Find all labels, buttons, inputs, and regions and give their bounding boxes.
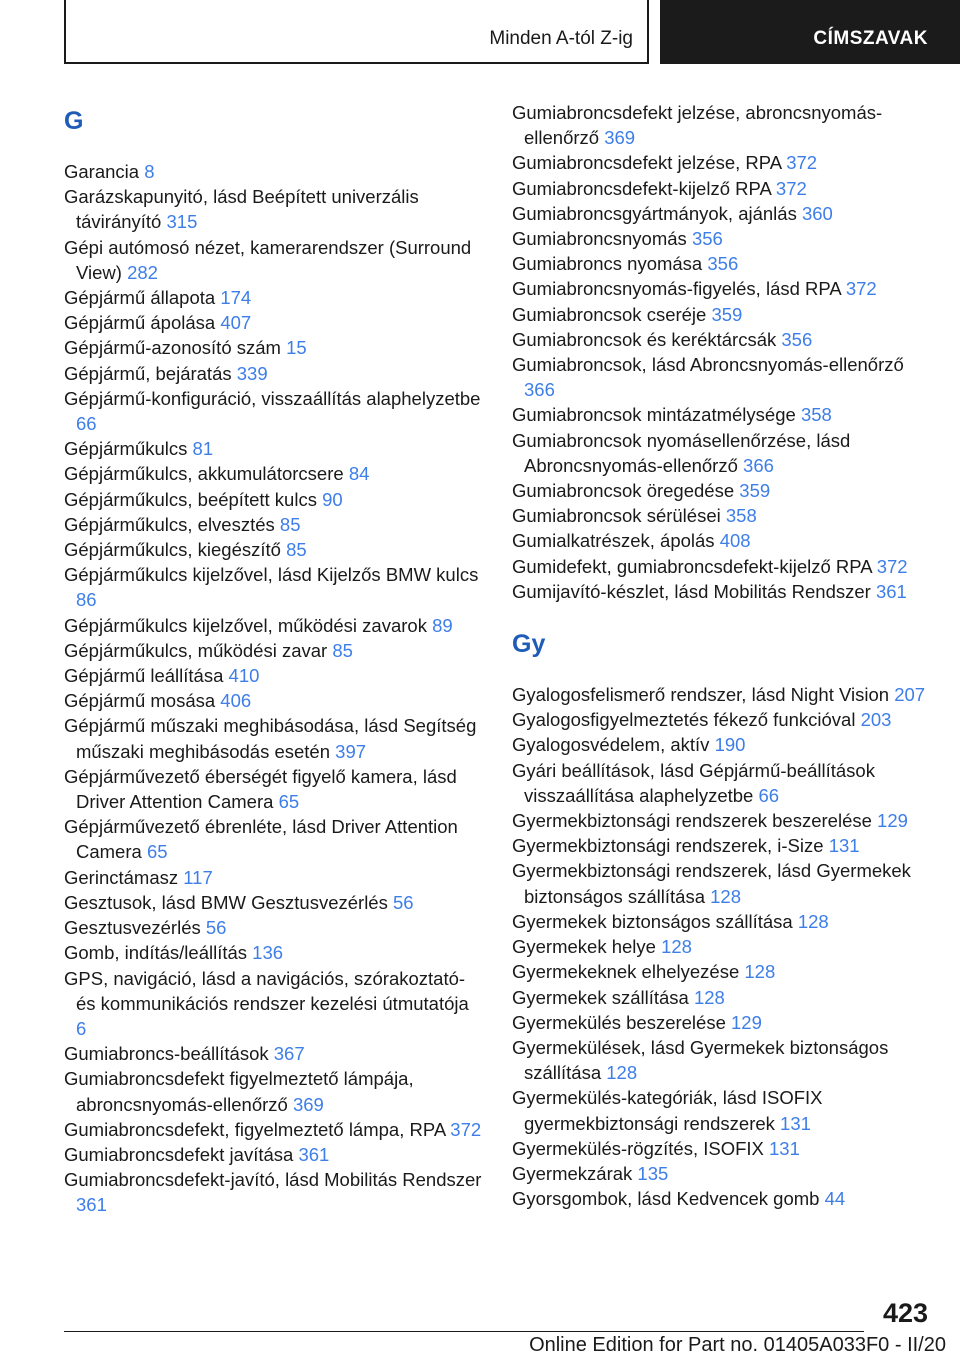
index-entry — [512, 100, 932, 150]
index-entry-text: Gépi autómosó nézet, kamerarendszer (Surround View) — [64, 236, 472, 283]
index-entry-text: Gépjárműkulcs, akkumulátorcsere — [64, 463, 344, 485]
index-entry-text: Gépjármű-konfiguráció, visszaállítás alaphelyzetbe — [64, 387, 481, 409]
index-page-link[interactable]: 131 — [828, 835, 860, 857]
index-entry — [64, 461, 484, 486]
index-entry — [512, 858, 932, 908]
index-entry — [512, 682, 932, 707]
index-entry — [64, 1142, 484, 1167]
index-entry-text: Gépjármű leállítása — [64, 665, 224, 687]
index-entry — [64, 562, 484, 612]
index-entry — [512, 833, 932, 858]
index-page-link[interactable]: 6 — [76, 1017, 87, 1039]
index-entry-text: Gumiabroncsnyomás — [512, 228, 687, 250]
index-entry — [64, 487, 484, 512]
index-entry-text: Gumiabroncsok sérülései — [512, 505, 721, 527]
index-page-link[interactable]: 66 — [758, 784, 780, 806]
index-entry-text: Gépjármű állapota — [64, 287, 216, 309]
index-page-link[interactable]: 129 — [731, 1011, 762, 1033]
index-column-left — [64, 100, 484, 1218]
index-entry-text: GPS, navigáció, lásd a navigációs, szórakoztató- és kommunikációs rendszer kezelési útmutatója — [64, 967, 469, 1014]
index-page-link[interactable]: 131 — [769, 1137, 800, 1159]
index-entry — [64, 1066, 484, 1116]
index-entry — [512, 934, 932, 959]
index-entry-text: Gyermekek szállítása — [512, 986, 689, 1008]
index-page-link[interactable]: 397 — [335, 740, 367, 762]
index-entry-text: Gépjármű műszaki meghibásodása, lásd Segítség műszaki meghibásodás esetén — [64, 715, 477, 762]
index-page-link[interactable]: 360 — [801, 202, 833, 224]
index-page-link[interactable]: 85 — [332, 639, 353, 661]
index-page-link[interactable]: 369 — [292, 1093, 324, 1115]
index-entry-text: Gépjármű, bejáratás — [64, 362, 232, 384]
index-entry — [512, 959, 932, 984]
index-page-link[interactable]: 81 — [192, 438, 214, 460]
index-page-link[interactable]: 372 — [876, 555, 908, 577]
index-page-link[interactable]: 361 — [875, 580, 907, 602]
index-page-link[interactable]: 358 — [800, 404, 832, 426]
index-page-link[interactable]: 207 — [894, 684, 926, 706]
index-entry — [64, 1117, 484, 1142]
index-entry-text: Gumiabroncsgyártmányok, ajánlás — [512, 202, 797, 224]
index-page-link[interactable]: 356 — [691, 228, 723, 250]
index-entry — [64, 386, 484, 436]
index-entry — [512, 201, 932, 226]
header-chapter-title: CÍMSZAVAK — [813, 28, 928, 49]
index-page-link[interactable]: 361 — [76, 1194, 107, 1216]
index-entry-text: Gyorsgombok, lásd Kedvencek gomb — [512, 1188, 820, 1210]
index-entry-text: Gépjármű mosása — [64, 690, 216, 712]
index-page-link[interactable]: 8 — [144, 161, 155, 182]
index-entry-text: Gyermekülés-rögzítés, ISOFIX — [512, 1137, 764, 1159]
index-entry — [64, 814, 484, 864]
index-entry — [512, 150, 932, 175]
index-entry — [512, 503, 932, 528]
index-entry-text: Gumiabroncsok és keréktárcsák — [512, 328, 777, 350]
index-entry — [512, 402, 932, 427]
index-page-link[interactable]: 372 — [845, 278, 877, 300]
index-page-link[interactable]: 117 — [183, 866, 213, 888]
index-entry — [512, 909, 932, 934]
index-page-link[interactable]: 128 — [661, 936, 692, 958]
index-entry-text: Gyermekek biztonságos szállítása — [512, 910, 793, 932]
index-entry — [64, 638, 484, 663]
index-entry-text: Gumiabroncsdefekt figyelmeztető lámpája, abroncsnyomás-ellenőrző — [64, 1068, 414, 1115]
index-entry-text: Gumiabroncsnyomás-figyelés, lásd RPA — [512, 278, 841, 300]
index-entry — [64, 713, 484, 763]
index-entry — [64, 436, 484, 461]
index-entry — [64, 688, 484, 713]
index-entry-text: Gyermekek helye — [512, 936, 656, 958]
index-page-link[interactable]: 128 — [606, 1062, 638, 1084]
index-page-link[interactable]: 282 — [127, 261, 158, 283]
index-page-link[interactable]: 136 — [252, 942, 284, 964]
index-page-link[interactable]: 359 — [711, 303, 743, 325]
index-page-link[interactable]: 128 — [744, 961, 776, 983]
index-entry — [512, 808, 932, 833]
index-entry — [64, 310, 484, 335]
index-page-link[interactable]: 407 — [220, 312, 252, 334]
index-entry — [64, 764, 484, 814]
index-entry — [512, 176, 932, 201]
index-entry — [512, 554, 932, 579]
index-entry-text: Gépjárműkulcs kijelzővel, lásd Kijelzős BMW kulcs — [64, 564, 479, 586]
index-entry-text: Gyári beállítások, lásd Gépjármű-beállítások visszaállítása alaphelyzetbe — [512, 759, 875, 806]
index-page-link[interactable]: 135 — [637, 1162, 669, 1184]
index-entry-text: Gépjárműkulcs — [64, 438, 188, 460]
index-entry-text: Gumiabroncsok cseréje — [512, 303, 707, 325]
index-entry — [512, 1186, 932, 1211]
index-entry — [512, 226, 932, 251]
index-page-link[interactable]: 361 — [298, 1143, 330, 1165]
index-entry — [64, 940, 484, 965]
index-entry — [512, 758, 932, 808]
index-entry — [512, 528, 932, 553]
index-entry — [512, 1136, 932, 1161]
index-page-link[interactable]: 339 — [236, 362, 268, 384]
index-entry-text: Gyermekbiztonsági rendszerek beszerelése — [512, 810, 872, 832]
index-column-right — [512, 100, 932, 1211]
header-chapter-box — [660, 0, 960, 64]
index-entry — [64, 1041, 484, 1066]
index-entry-text: Gumiabroncsdefekt jelzése, abroncsnyomás-ellenőrző — [512, 102, 883, 149]
index-page-link[interactable]: 86 — [76, 589, 97, 611]
index-entry — [512, 985, 932, 1010]
index-entry — [512, 1010, 932, 1035]
index-entry-text: Gyalogosvédelem, aktív — [512, 734, 710, 756]
footer-divider — [64, 1331, 864, 1332]
index-page-link[interactable]: 44 — [824, 1188, 846, 1210]
index-entry-text: Gyalogosfelismerő rendszer, lásd Night Vision — [512, 684, 890, 706]
index-entry-text: Gumiabroncsdefekt-javító, lásd Mobilitás Rendszer — [64, 1169, 482, 1191]
index-entry-text: Gumialkatrészek, ápolás — [512, 530, 715, 552]
index-entry-text: Gomb, indítás/leállítás — [64, 942, 248, 964]
footer-edition: Online Edition for Part no. 01405A033F0 - II/20 — [529, 1334, 946, 1356]
index-page-link[interactable]: 367 — [273, 1043, 305, 1065]
index-entry-text: Gyermekülések, lásd Gyermekek biztonságos szállítása — [512, 1036, 889, 1084]
index-entry-text: Gyermekülés-kategóriák, lásd ISOFIX gyermekbiztonsági rendszerek — [512, 1087, 823, 1134]
index-entry — [64, 512, 484, 537]
index-page-link[interactable]: 85 — [279, 513, 301, 535]
index-entry-text: Gumijavító-készlet, lásd Mobilitás Rendszer — [512, 580, 871, 602]
index-entry — [512, 276, 932, 301]
index-entry — [64, 663, 484, 688]
index-letter-heading: Gy — [512, 630, 546, 659]
index-page-link[interactable]: 15 — [286, 337, 307, 359]
header-section-title: Minden A-tól Z-ig — [489, 28, 633, 49]
header-section-box — [64, 0, 649, 64]
index-entry — [512, 732, 932, 757]
index-page-link[interactable]: 84 — [348, 463, 370, 485]
index-entry — [512, 707, 932, 732]
index-entry-text: Gumiabroncs-beállítások — [64, 1043, 269, 1065]
index-page-link[interactable]: 408 — [719, 530, 751, 552]
index-entry — [64, 159, 484, 184]
index-entry-text: Gyermekzárak — [512, 1162, 633, 1184]
index-entry-text: Gerinctámasz — [64, 866, 179, 888]
index-page-link[interactable]: 56 — [205, 917, 227, 939]
index-letter-heading: G — [64, 107, 84, 135]
index-page-link[interactable]: 356 — [781, 328, 813, 350]
index-entry — [512, 478, 932, 503]
index-entry — [64, 915, 484, 940]
index-entry-text: Gépjárműkulcs, beépített kulcs — [64, 488, 317, 510]
index-entry — [512, 1035, 932, 1085]
index-page-link[interactable]: 128 — [710, 885, 742, 907]
index-entry-text: Gépjárművezető éberségét figyelő kamera, lásd Driver Attention Camera — [64, 765, 457, 813]
index-entry — [64, 865, 484, 890]
index-page-link[interactable]: 131 — [780, 1112, 811, 1134]
index-entry-text: Gyermekülés beszerelése — [512, 1011, 726, 1033]
index-page-link[interactable]: 406 — [220, 690, 252, 712]
index-entry-text: Gyermekbiztonsági rendszerek, lásd Gyermekek biztonságos szállítása — [512, 860, 911, 907]
index-entry — [512, 579, 932, 604]
index-page-link[interactable]: 372 — [775, 177, 807, 199]
index-entry — [512, 327, 932, 352]
index-entry-text: Gumiabroncsok öregedése — [512, 480, 735, 502]
index-entry — [512, 251, 932, 276]
index-page-link[interactable]: 174 — [220, 287, 252, 309]
index-page-link[interactable]: 65 — [278, 791, 300, 813]
index-page-link[interactable]: 128 — [797, 910, 829, 932]
index-entry-text: Gumiabroncsdefekt, figyelmeztető lámpa, RPA — [64, 1118, 446, 1140]
index-entry-text: Gumiabroncsok, lásd Abroncsnyomás-ellenőrző — [512, 354, 904, 376]
index-entry-text: Gesztusvezérlés — [64, 917, 201, 939]
index-entry — [64, 361, 484, 386]
index-entry-text: Garázskapunyitó, lásd Beépített univerzális távirányító — [64, 186, 419, 233]
index-entry-text: Gumiabroncs nyomása — [512, 253, 703, 275]
index-entry-text: Gépjárműkulcs, kiegészítő — [64, 539, 281, 561]
index-entry — [64, 285, 484, 310]
index-entry — [64, 613, 484, 638]
index-page-link[interactable]: 89 — [432, 614, 453, 636]
index-page-link[interactable]: 366 — [524, 379, 555, 401]
index-entry-text: Gépjárműkulcs kijelzővel, működési zavarok — [64, 614, 427, 636]
index-entry — [64, 1167, 484, 1217]
index-entry-text: Gumiabroncsok mintázatmélysége — [512, 404, 796, 426]
index-entry — [64, 966, 484, 1042]
index-entry — [64, 184, 484, 234]
index-entry-text: Gesztusok, lásd BMW Gesztusvezérlés — [64, 891, 388, 913]
index-page-link[interactable]: 85 — [286, 539, 307, 561]
index-entry-text: Gumiabroncsdefekt jelzése, RPA — [512, 152, 782, 174]
index-page-link[interactable]: 65 — [146, 841, 168, 863]
index-page-link[interactable]: 358 — [725, 505, 757, 527]
index-page-link[interactable]: 372 — [786, 152, 818, 174]
index-entry-text: Gyermekeknek elhelyezése — [512, 961, 740, 983]
index-entry — [64, 235, 484, 285]
page-number: 423 — [882, 1298, 928, 1328]
index-entry — [512, 1161, 932, 1186]
index-entry-text: Garancia — [64, 161, 140, 182]
index-page-link[interactable]: 410 — [228, 665, 260, 687]
index-entry — [512, 302, 932, 327]
index-entry — [512, 1085, 932, 1135]
index-entry-text: Gumidefekt, gumiabroncsdefekt-kijelző RPA — [512, 555, 872, 577]
index-page-link[interactable]: 128 — [693, 986, 725, 1008]
index-page-link[interactable]: 56 — [393, 891, 414, 913]
index-entry-text: Gépjármű-azonosító szám — [64, 337, 281, 359]
index-entry — [64, 335, 484, 360]
index-entry-text: Gumiabroncsdefekt javítása — [64, 1143, 294, 1165]
index-entry-text: Gyalogosfigyelmeztetés fékező funkcióval — [512, 709, 856, 731]
index-page-link[interactable]: 369 — [604, 127, 636, 149]
index-page-link[interactable]: 129 — [877, 810, 908, 832]
index-entry — [64, 537, 484, 562]
index-page-link[interactable]: 203 — [860, 709, 892, 731]
index-entry-text: Gépjárműkulcs, elvesztés — [64, 513, 275, 535]
index-page-link[interactable]: 366 — [743, 454, 774, 476]
index-page-link[interactable]: 359 — [739, 480, 771, 502]
index-entry-text: Gumiabroncsdefekt-kijelző RPA — [512, 177, 771, 199]
index-entry-text: Gépjárműkulcs, működési zavar — [64, 639, 328, 661]
index-page-link[interactable]: 356 — [707, 253, 739, 275]
index-entry-text: Gyermekbiztonsági rendszerek, i-Size — [512, 835, 824, 857]
index-page-link[interactable]: 90 — [322, 488, 343, 510]
index-entry — [512, 352, 932, 402]
index-entry-text: Gépjárművezető ébrenléte, lásd Driver Attention Camera — [64, 816, 458, 863]
index-entry — [512, 428, 932, 478]
index-page-link[interactable]: 372 — [450, 1118, 482, 1140]
index-entry-text: Gumiabroncsok nyomásellenőrzése, lásd Abroncsnyomás-ellenőrző — [512, 429, 851, 476]
index-page-link[interactable]: 315 — [166, 211, 198, 233]
index-page-link[interactable]: 190 — [714, 734, 746, 756]
index-page-link[interactable]: 66 — [76, 413, 97, 435]
index-entry — [64, 890, 484, 915]
index-entry-text: Gépjármű ápolása — [64, 312, 216, 334]
